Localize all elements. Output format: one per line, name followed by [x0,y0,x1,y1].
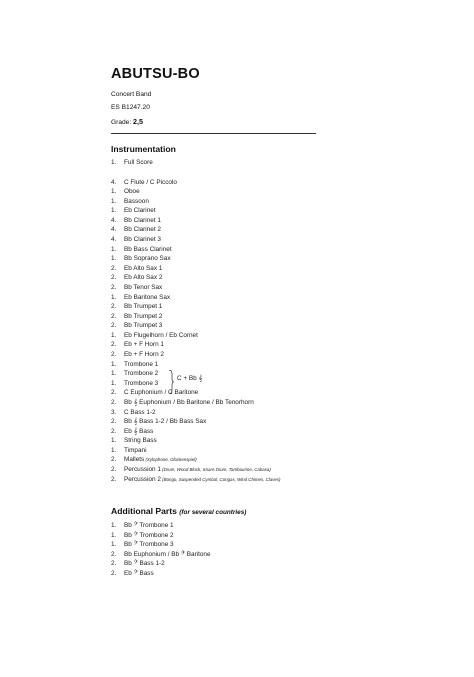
instrument-name: Eb Flugelhorn / Eb Cornet [124,331,198,339]
instrument-name: Trombone 3 [124,379,159,387]
instrument-quantity: 2. [111,418,117,426]
instrument-row [111,465,271,474]
instrument-name: Eb 𝄞 Bass [124,427,154,435]
additional-part-row [111,531,174,540]
instrument-quantity: 2. [111,465,117,473]
instrument-quantity: 1. [111,370,117,378]
instrument-name: Eb + F Horn 2 [124,351,164,359]
instrument-row [111,254,171,263]
instrument-quantity: 4. [111,216,117,224]
instrument-row [111,350,164,359]
additional-part-name: Bb 𝄢 Bass 1-2 [124,560,165,568]
instrumentation-heading: Instrumentation [111,144,176,154]
additional-parts-heading [111,506,246,516]
instrument-name: Bb Clarinet 2 [124,226,161,234]
additional-part-name: Eb 𝄢 Bass [124,570,154,577]
instrument-row [111,264,162,273]
instrument-row [111,216,161,225]
instrument-quantity: 1. [111,379,117,387]
instrument-quantity: 1. [111,437,117,445]
trombone-group-label: C + Bb 𝄞 [177,375,203,382]
instrument-row [111,417,206,426]
instrument-row [111,206,156,215]
instrument-name: Bb Trumpet 1 [124,303,163,311]
instrument-quantity: 2. [111,283,117,291]
instrument-quantity: 1. [111,331,117,339]
instrument-name: Bb Trumpet 2 [124,312,163,320]
instrument-quantity: 2. [111,264,117,272]
instrument-row [111,302,162,311]
instrument-row [111,331,198,340]
instrument-row [111,293,170,302]
instrument-name: Bassoon [124,197,149,205]
instrument-quantity: 1. [111,197,117,205]
instrument-row [111,369,158,378]
trombone-group-brace [168,370,174,394]
instrument-row [111,283,162,292]
additional-part-quantity: 1. [111,531,117,539]
additional-part-quantity: 2. [111,570,117,577]
instrument-row [111,360,158,369]
instrument-row [111,455,197,464]
instrument-name: Eb Clarinet [124,207,156,215]
additional-part-row [111,521,174,530]
instrument-row [111,446,147,455]
catalog-number: ES B1247.20 [111,104,150,111]
instrument-row [111,245,172,254]
additional-part-row [111,569,154,578]
instrument-row [111,225,161,234]
instrument-name: String Bass [124,437,157,445]
instrument-quantity: 2. [111,341,117,349]
instrument-name: C Euphonium / C Baritone [124,389,199,397]
instrument-note: (Bongo, Suspended Cymbal, Congas, Wind Chimes, Claves) [160,476,281,482]
ensemble-type: Concert Band [111,91,152,98]
instrument-name: C Flute / C Piccolo [124,178,177,186]
instrument-quantity: 2. [111,456,117,464]
instrument-name: Percussion 2 [124,475,161,483]
instrument-quantity: 2. [111,322,117,330]
instrument-name: Eb Alto Sax 2 [124,274,163,282]
instrument-row [111,187,140,196]
instrument-name: Bb 𝄞 Bass 1-2 / Bb Bass Sax [124,418,207,426]
instrument-quantity: 1. [111,245,117,253]
instrument-name: C Bass 1-2 [124,408,156,416]
additional-part-name: Bb 𝄢 Trombone 2 [124,531,174,539]
additional-parts-subtitle: (for several countries) [179,509,247,516]
instrument-name: Bb 𝄞 Euphonium / Bb Baritone / Bb Tenorhorn [124,398,254,406]
instrument-quantity: 1. [111,446,117,454]
instrument-name: Trombone 2 [124,370,159,378]
instrument-quantity: 1. [111,188,117,196]
instrument-row [111,197,149,206]
additional-part-quantity: 1. [111,541,117,549]
instrument-row [111,379,158,388]
instrument-name: Eb + F Horn 1 [124,341,164,349]
instrument-name: Eb Alto Sax 1 [124,264,163,272]
instrument-row [111,312,162,321]
instrument-quantity: 1. [111,255,117,263]
instrument-row [111,475,281,484]
divider-rule [111,133,316,134]
instrument-row [111,398,254,407]
piece-title: ABUTSU-BO [111,66,200,82]
additional-part-row [111,540,174,549]
instrument-row [111,321,162,330]
additional-part-quantity: 2. [111,560,117,568]
instrument-row [111,273,162,282]
instrument-name: Oboe [124,188,140,196]
instrument-row [111,158,153,167]
instrument-quantity: 2. [111,274,117,282]
instrument-note: (Drum, Wood Block, Snare Drum, Tambourine, Cabasa) [160,466,271,472]
instrument-row [111,178,177,187]
additional-part-row [111,550,211,559]
instrument-quantity: 4. [111,236,117,244]
additional-part-row [111,559,165,568]
instrument-quantity: 3. [111,408,117,416]
instrument-name: Trombone 1 [124,360,159,368]
instrument-name: Percussion 1 [124,465,161,473]
instrument-name: Bb Clarinet 3 [124,236,161,244]
grade-line [111,117,143,126]
instrument-name: Bb Trumpet 3 [124,322,163,330]
instrument-quantity: 1. [111,207,117,215]
instrument-quantity: 1. [111,159,117,166]
instrument-quantity: 1. [111,360,117,368]
additional-part-quantity: 2. [111,550,117,558]
additional-part-quantity: 1. [111,522,117,529]
instrument-quantity: 1. [111,293,117,301]
instrument-note: (Xylophone, Glockenspiel) [144,457,197,463]
instrument-quantity: 2. [111,351,117,359]
instrument-name: Full Score [124,159,153,166]
instrument-row [111,340,164,349]
additional-part-name: Bb 𝄢 Trombone 3 [124,541,174,549]
instrument-quantity: 2. [111,389,117,397]
instrument-quantity: 4. [111,178,117,186]
grade-value: 2,5 [133,117,144,126]
instrument-quantity: 4. [111,226,117,234]
instrument-name: Eb Baritone Sax [124,293,171,301]
instrument-quantity: 2. [111,312,117,320]
instrument-name: Timpani [124,446,147,454]
instrument-quantity: 2. [111,475,117,483]
grade-label: Grade: [111,119,132,126]
additional-parts-title: Additional Parts [111,506,177,516]
instrument-row [111,408,156,417]
instrument-row [111,427,153,436]
instrument-row [111,388,198,397]
instrument-name: Mallets [124,456,145,464]
instrument-name: Bb Soprano Sax [124,255,171,263]
instrument-name: Bb Clarinet 1 [124,216,161,224]
instrument-quantity: 2. [111,427,117,435]
additional-part-name: Bb 𝄢 Trombone 1 [124,522,174,529]
instrument-row [111,235,161,244]
instrument-quantity: 2. [111,398,117,406]
instrument-name: Bb Tenor Sax [124,283,163,291]
instrument-name: Bb Bass Clarinet [124,245,172,253]
additional-part-name: Bb Euphonium / Bb 𝄢 Baritone [124,550,211,558]
instrument-row [111,436,157,445]
instrument-quantity: 2. [111,303,117,311]
